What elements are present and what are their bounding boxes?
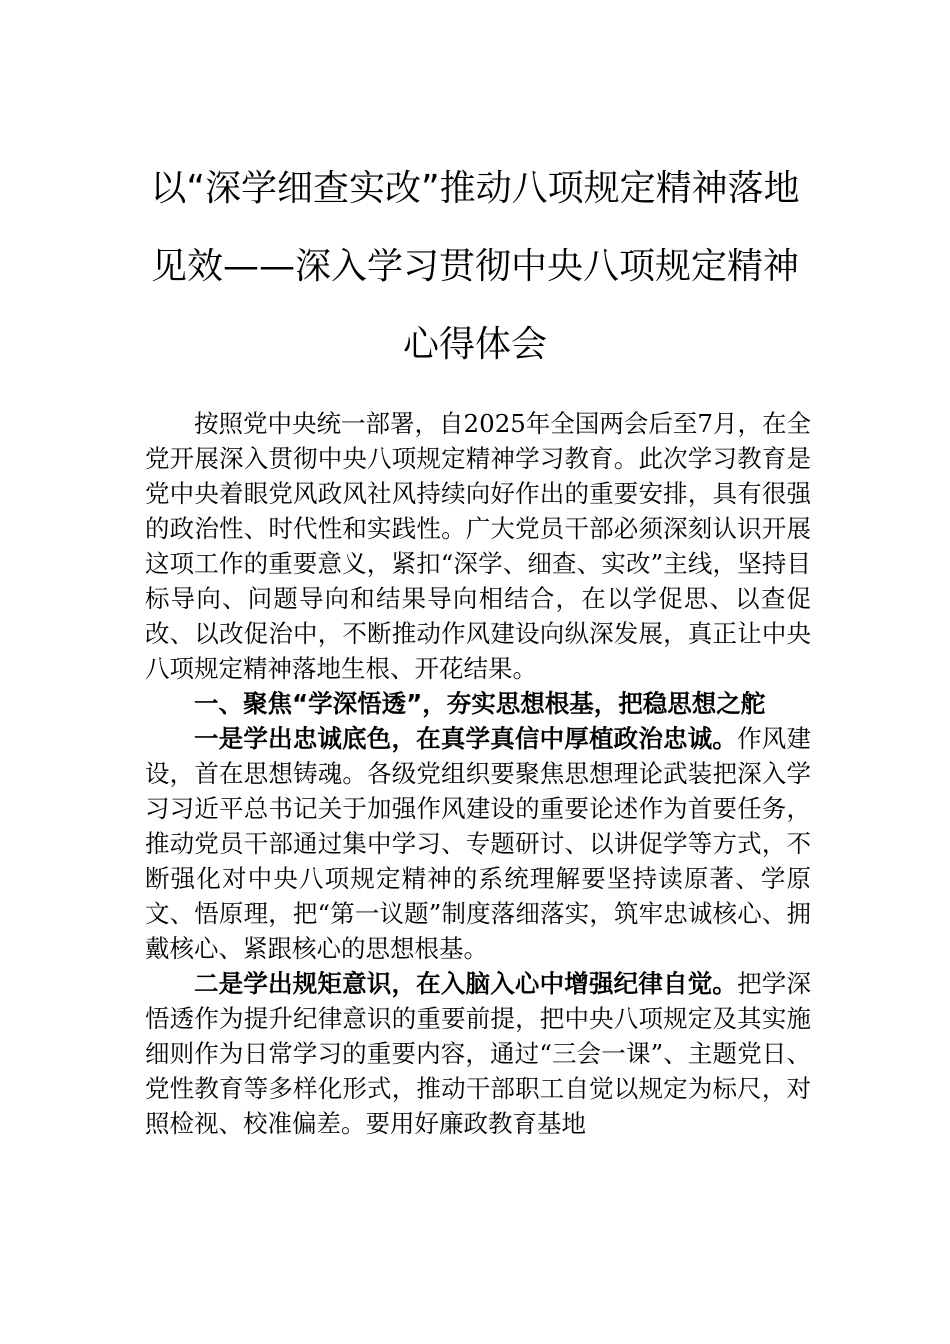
paragraph-1-lead: 一是学出忠诚底色，在真学真信中厚植政治忠诚。	[194, 724, 738, 753]
intro-paragraph: 按照党中央统一部署，自2025年全国两会后至7月，在全党开展深入贯彻中央八项规定精神学习教育。此次学习教育是党中央着眼党风政风社风持续向好作出的重要安排，具有很强的政治性、时代性和实践性。广大党员干部必须深刻认识开展这项工作的重要意义，紧扣“深学、细查、实改”主线，坚持目标导向、问题导向和结果导向相结合，在以学促思、以查促改、以改促治中，不断推动作风建设向纵深发展，真正让中央八项规定精神落地生根、开花结果。	[145, 409, 811, 683]
document-title: 以“深学细查实改”推动八项规定精神落地见效——深入学习贯彻中央八项规定精神心得体会	[150, 168, 800, 365]
paragraph-2-text: 把学深悟透作为提升纪律意识的重要前提，把中央八项规定及其实施细则作为日常学习的重要内容，通过“三会一课”、主题党日、党性教育等多样化形式，推动干部职工自觉以规定为标尺，对照检视、校准偏差。要用好廉政教育基地	[145, 969, 811, 1138]
section-heading-1: 一、聚焦“学深悟透”，夯实思想根基，把稳思想之舵	[194, 689, 766, 718]
document-body	[145, 406, 811, 1141]
paragraph-2-lead: 二是学出规矩意识，在入脑入心中增强纪律自觉。	[194, 969, 738, 998]
paragraph-1-text: 作风建设，首在思想铸魂。各级党组织要聚焦思想理论武装把深入学习习近平总书记关于加强作风建设的重要论述作为首要任务，推动党员干部通过集中学习、专题研讨、以讲促学等方式，不断强化对中央八项规定精神的系统理解要坚持读原著、学原文、悟原理，把“第一议题”制度落细落实，筑牢忠诚核心、拥戴核心、紧跟核心的思想根基。	[145, 724, 811, 963]
paragraph-2	[145, 966, 811, 1141]
paragraph-1	[145, 721, 811, 966]
